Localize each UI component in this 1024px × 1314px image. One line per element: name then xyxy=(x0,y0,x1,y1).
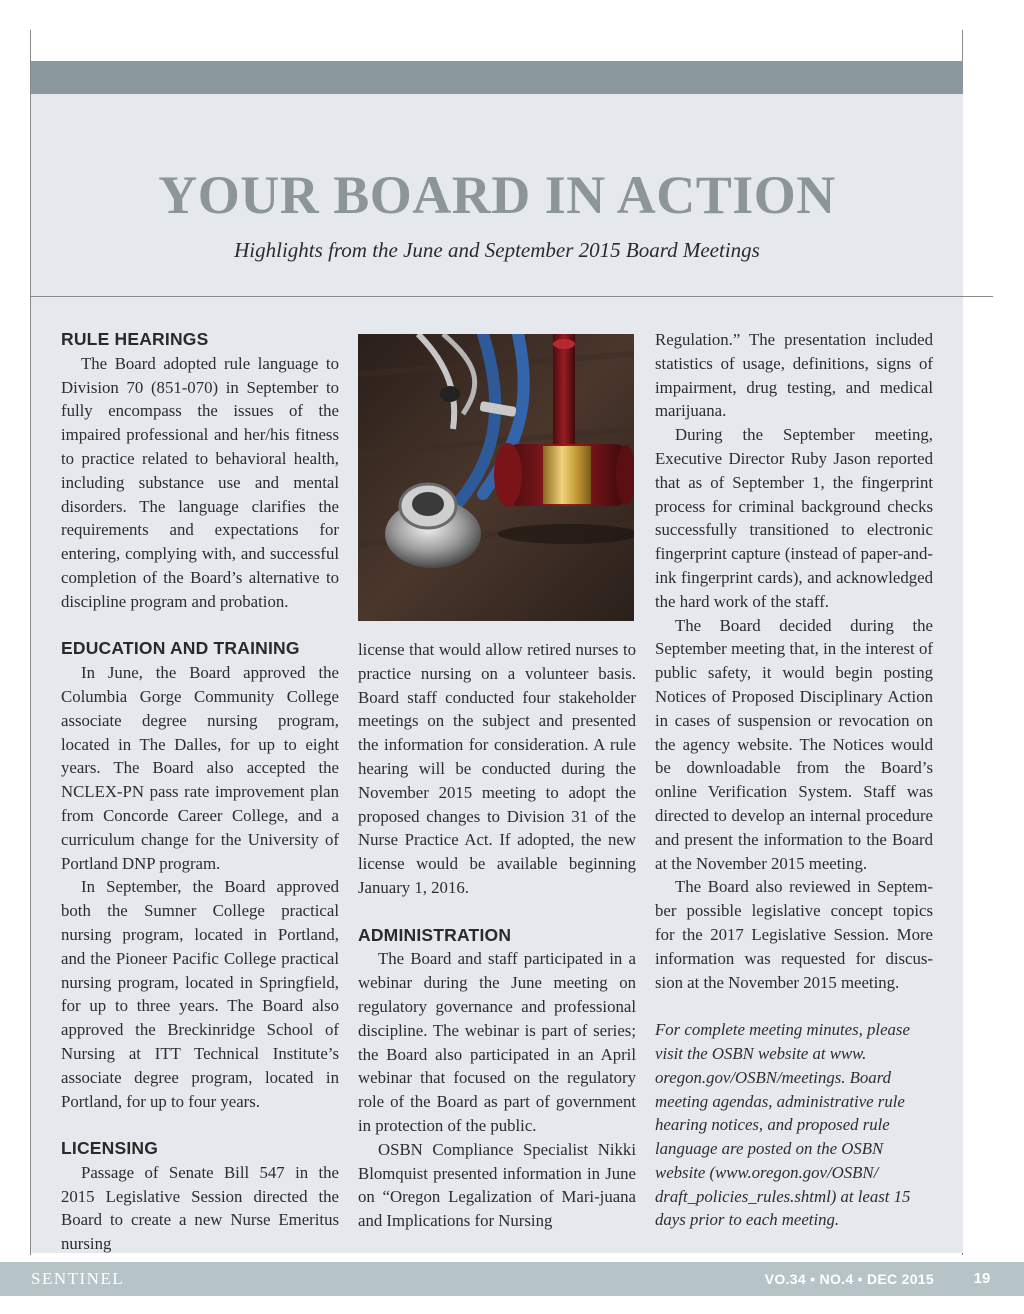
administration-paragraph-2: OSBN Compliance Specialist Nikki Blomquist presented information in June on “Oregon Legalization of Mari-juana and Implications for Nursing xyxy=(358,1139,636,1231)
issue-info: VO.34 • NO.4 • DEC 2015 xyxy=(764,1271,934,1287)
header-divider xyxy=(31,296,993,297)
publication-name: SENTINEL xyxy=(31,1269,125,1288)
licensing-paragraph-continued: license that would allow retired nurses to practice nursing on a volunteer basis. Board staff conducted four stakeholder meetings on the subject and presented the information for consideration. A rule hearing will be conducted during the November 2015 meeting to adopt the proposed changes to Division 31 of the Nurse Practice Act. If adopted, the new license would be available beginning January 1, 2016. xyxy=(358,640,636,897)
licensing-heading: LICENSING xyxy=(61,1138,159,1159)
administration-heading: ADMINISTRATION xyxy=(358,924,512,945)
licensing-paragraph: Passage of Senate Bill 547 in the 2015 Legislative Session directed the Board to create a new Nurse Emeritus nursing xyxy=(61,1162,339,1254)
legislative-concepts-paragraph: The Board also reviewed in Septem-ber possible legislative concept topics for the 2017 Legislative Session. More information was requested for discus-sion at the November 2015 meeting. xyxy=(655,877,933,992)
fingerprint-paragraph: During the September meeting, Executive Director Ruby Jason reported that as of September 1, the fingerprint process for criminal background checks successfully transitioned to electronic fingerprint capture (instead of paper-and-ink fingerprint cards), and acknowledged the hard work of the staff. xyxy=(655,425,933,611)
administration-paragraph-1: The Board and staff participated in a webinar during the June meeting on regulatory governance and professional discipline. The webinar is part of series; the Board also participated in an April webinar that focused on the regulatory role of the Board as part of government in protection of the public. xyxy=(358,949,636,1135)
column-1 xyxy=(61,328,339,1256)
education-paragraph-1: In June, the Board approved the Columbia Gorge Community College associate degree nursing program, located in The Dalles, for up to eight years. The Board also accepted the NCLEX-PN pass rate improvement plan from Concorde Career College, and a curriculum change for the University of Portland DNP program. xyxy=(61,663,339,873)
rule-hearings-heading: RULE HEARINGS xyxy=(61,329,209,349)
stethoscope-gavel-photo xyxy=(358,334,634,621)
meeting-minutes-note: For complete meeting minutes, please visit the OSBN website at www. oregon.gov/OSBN/meetings. Board meeting agendas, administrative rule hearing notices, and proposed rule language are posted on the OSBN website (www.oregon.gov/OSBN/ draft_policies_rules.shtml) at least 15 days prior to each meeting. xyxy=(655,1020,911,1230)
page-subtitle: Highlights from the June and September 2015 Board Meetings xyxy=(234,238,760,262)
header-color-bar xyxy=(31,61,963,94)
page-number: 19 xyxy=(973,1270,991,1287)
disciplinary-notices-paragraph: The Board decided during the September meeting that, in the interest of public safety, it would begin posting Notices of Proposed Disciplinary Action in cases of suspension or revocation on the agency website. The Notices would be downloadable from the Board’s online Verification System. Staff was directed to develop an internal procedure and present the information to the Board at the November 2015 meeting. xyxy=(655,615,933,873)
administration-paragraph-continued: Regulation.” The presentation included statistics of usage, definitions, signs of impairment, drug testing, and medical marijuana. xyxy=(655,330,933,421)
rule-hearings-paragraph: The Board adopted rule language to Division 70 (851-070) in September to fully encompass the issues of the impaired professional and her/his fitness to practice related to behavioral health, including substance use and mental disorders. The language clarifies the requirements and expectations for entering, complying with, and successful completion of the Board’s alternative to discipline program and probation. xyxy=(61,353,339,611)
stethoscope-gavel-illustration xyxy=(358,334,634,621)
column-3 xyxy=(655,328,933,1232)
education-paragraph-2: In September, the Board approved both the Sumner College practical nursing program, located in Portland, and the Pioneer Pacific College practical nursing program, located in Springfield, for up to three years. The Board also approved the Breckinridge School of Nursing at ITT Technical Institute’s associate degree program, located in Portland, for up to four years. xyxy=(61,877,339,1111)
column-2 xyxy=(358,638,636,1233)
page-title: YOUR BOARD IN ACTION xyxy=(158,165,836,225)
education-heading: EDUCATION AND TRAINING xyxy=(61,638,300,659)
